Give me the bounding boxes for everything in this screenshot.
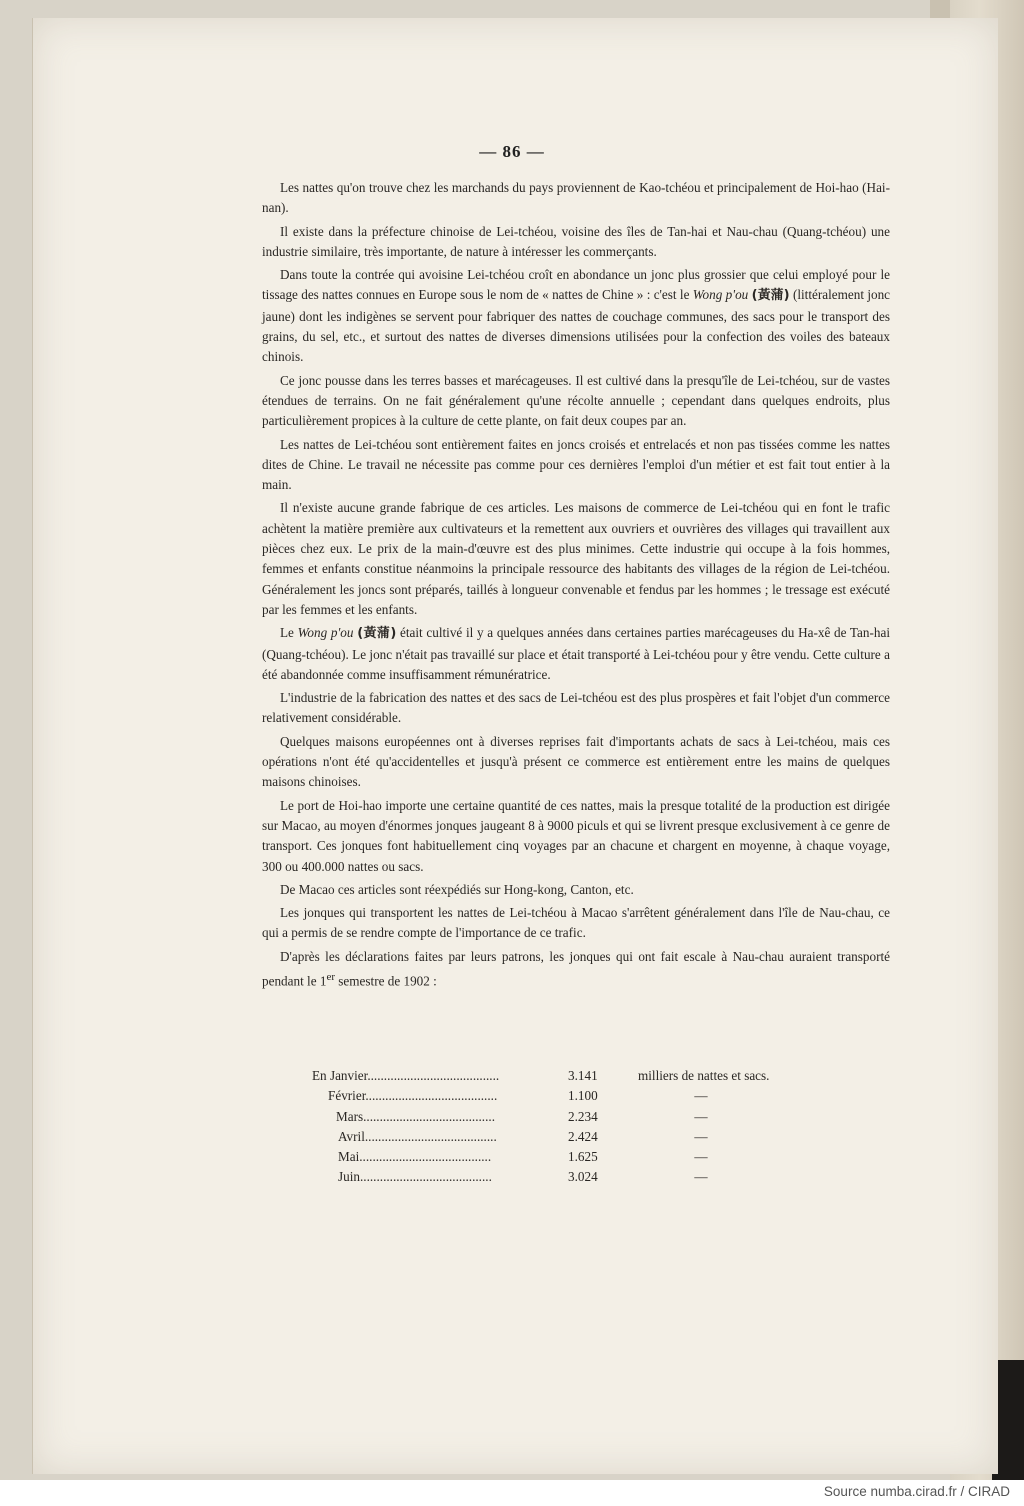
paragraph-8: L'industrie de la fabrication des nattes et des sacs de Lei-tchéou est des plus prospères et fait l'objet d'un commerce relativement considérable.	[262, 690, 890, 726]
chinese-characters: (黃蒲)	[751, 288, 790, 304]
superscript-er: er	[326, 970, 335, 983]
month-value: 2.234	[568, 1108, 598, 1124]
paragraph-6: Il n'existe aucune grande fabrique de ces articles. Les maisons de commerce de Lei-tchéou qui en font le trafic achètent la matière première aux cultivateurs et la remettent aux ouvriers et ouvrières des villages qui travaillent aux pièces chez eux. Le prix de la main-d'œuvre est des plus minimes. Cette industrie qui occupe à la fois hommes, femmes et enfants constitue néanmoins la principale ressource des habitants des villages de la région de Lei-tchéou. Généralement les joncs sont préparés, taillés à longueur convenable et fendus par les hommes ; le tressage est exécuté par les femmes et les enfants.	[262, 500, 890, 617]
ditto-mark: —	[694, 1169, 708, 1185]
month-value: 3.024	[568, 1169, 598, 1185]
paragraph-1: Les nattes qu'on trouve chez les marchands du pays proviennent de Kao-tchéou et principalement de Hoi-hao (Hai-nan).	[262, 180, 890, 216]
table-row	[312, 1147, 832, 1167]
wong-pou-term: Wong p'ou	[297, 625, 354, 641]
table-row	[312, 1066, 832, 1086]
paragraph-7-after: était cultivé il y a quelques années dans certaines parties marécageuses du Ha-xê de Tan-hai (Quang-tchéou). Le jonc n'était pas travaillé sur place et était transporté à Lei-tchéou pour y être vendu. Cette culture a été abandonnée comme insuffisamment rémunératrice.	[262, 625, 890, 682]
month-label: Mars........................................	[336, 1108, 495, 1124]
month-label: Mai........................................	[338, 1149, 492, 1165]
paragraph-11: De Macao ces articles sont réexpédiés sur Hong-kong, Canton, etc.	[280, 881, 634, 897]
month-label: Février........................................	[328, 1088, 498, 1104]
paragraph-2: Il existe dans la préfecture chinoise de Lei-tchéou, voisine des îles de Tan-hai et Nau-chau (Quang-tchéou) une industrie similaire, très importante, de nature à intéresser les commerçants.	[262, 223, 890, 259]
table-row	[312, 1086, 832, 1106]
chinese-characters: (黃蒲)	[357, 626, 397, 642]
month-value: 1.100	[568, 1088, 598, 1104]
paragraph-3-before: Dans toute la contrée qui avoisine Lei-tchéou croît en abondance un jonc plus grossier que celui employé pour le tissage des nattes connues en Europe sous le nom de « nattes de Chine » : c'est le	[262, 267, 890, 303]
paragraph-7	[262, 623, 890, 685]
paragraph-5: Les nattes de Lei-tchéou sont entièrement faites en joncs croisés et entrelacés et non pas tissées comme les nattes dites de Chine. Le travail ne nécessite pas comme pour ces dernières l'emploi d'un métier et est fait tout entier à la main.	[262, 436, 890, 493]
paragraph-3-after: (littéralement jonc jaune) dont les indigènes se servent pour fabriquer des nattes de couchage communes, des sacs pour le transport des grains, du sel, etc., et surtout des nattes de diverses dimensions utilisées pour la confection des voiles des bateaux chinois.	[262, 287, 891, 365]
month-label: Juin........................................	[338, 1169, 492, 1185]
ditto-mark: —	[694, 1108, 708, 1124]
paragraph-10: Le port de Hoi-hao importe une certaine quantité de ces nattes, mais la presque totalité de la production est dirigée sur Macao, au moyen d'énormes jonques jaugeant 8 à 9000 piculs et qui se livrent presque exclusivement à ce genre de transport. Ces jonques font habituellement cinq voyages par an chacune et chargent en moyenne, à chaque voyage, 300 ou 400.000 nattes ou sacs.	[262, 797, 890, 874]
source-credit: Source numba.cirad.fr / CIRAD	[823, 1484, 1010, 1499]
monthly-transport-table	[312, 1066, 832, 1188]
table-row	[312, 1167, 832, 1187]
paragraph-13	[262, 947, 890, 992]
paragraph-13-before: D'après les déclarations faites par leurs patrons, les jonques qui ont fait escale à Nau-chau auraient transporté pendant le 1	[262, 948, 890, 989]
paragraph-13-after: semestre de 1902 :	[338, 973, 437, 989]
body-text	[262, 178, 890, 995]
table-row	[312, 1107, 832, 1127]
unit-label: milliers de nattes et sacs.	[638, 1068, 770, 1083]
month-value: 1.625	[568, 1149, 598, 1165]
paragraph-12: Les jonques qui transportent les nattes de Lei-tchéou à Macao s'arrêtent généralement dans l'île de Nau-chau, ce qui a permis de se rendre compte de l'importance de ce trafic.	[262, 905, 890, 941]
paragraph-4: Ce jonc pousse dans les terres basses et marécageuses. Il est cultivé dans la presqu'île de Lei-tchéou, sur de vastes étendues de terrains. On ne fait généralement qu'une récolte annuelle ; cependant dans quelques endroits, plus particulièrement propices à la culture de cette plante, on fait deux coupes par an.	[262, 372, 890, 429]
month-label: Avril........................................	[338, 1128, 497, 1144]
wong-pou-term: Wong p'ou	[692, 287, 749, 303]
paragraph-7-before: Le	[280, 625, 294, 641]
ditto-mark: —	[694, 1088, 708, 1104]
paragraph-9: Quelques maisons européennes ont à diverses reprises fait d'importants achats de sacs à Lei-tchéou, mais ces opérations n'ont été qu'accidentelles et jusqu'à présent ce commerce est entièrement entre les mains de quelques maisons chinoises.	[262, 733, 890, 790]
month-value: 3.141	[568, 1068, 598, 1083]
table-row	[312, 1127, 832, 1147]
ditto-mark: —	[694, 1149, 708, 1165]
page-number: — 86 —	[479, 142, 545, 161]
paragraph-3	[262, 265, 890, 367]
month-value: 2.424	[568, 1128, 598, 1144]
month-label: En Janvier........................................	[312, 1068, 500, 1083]
ditto-mark: —	[694, 1128, 708, 1144]
